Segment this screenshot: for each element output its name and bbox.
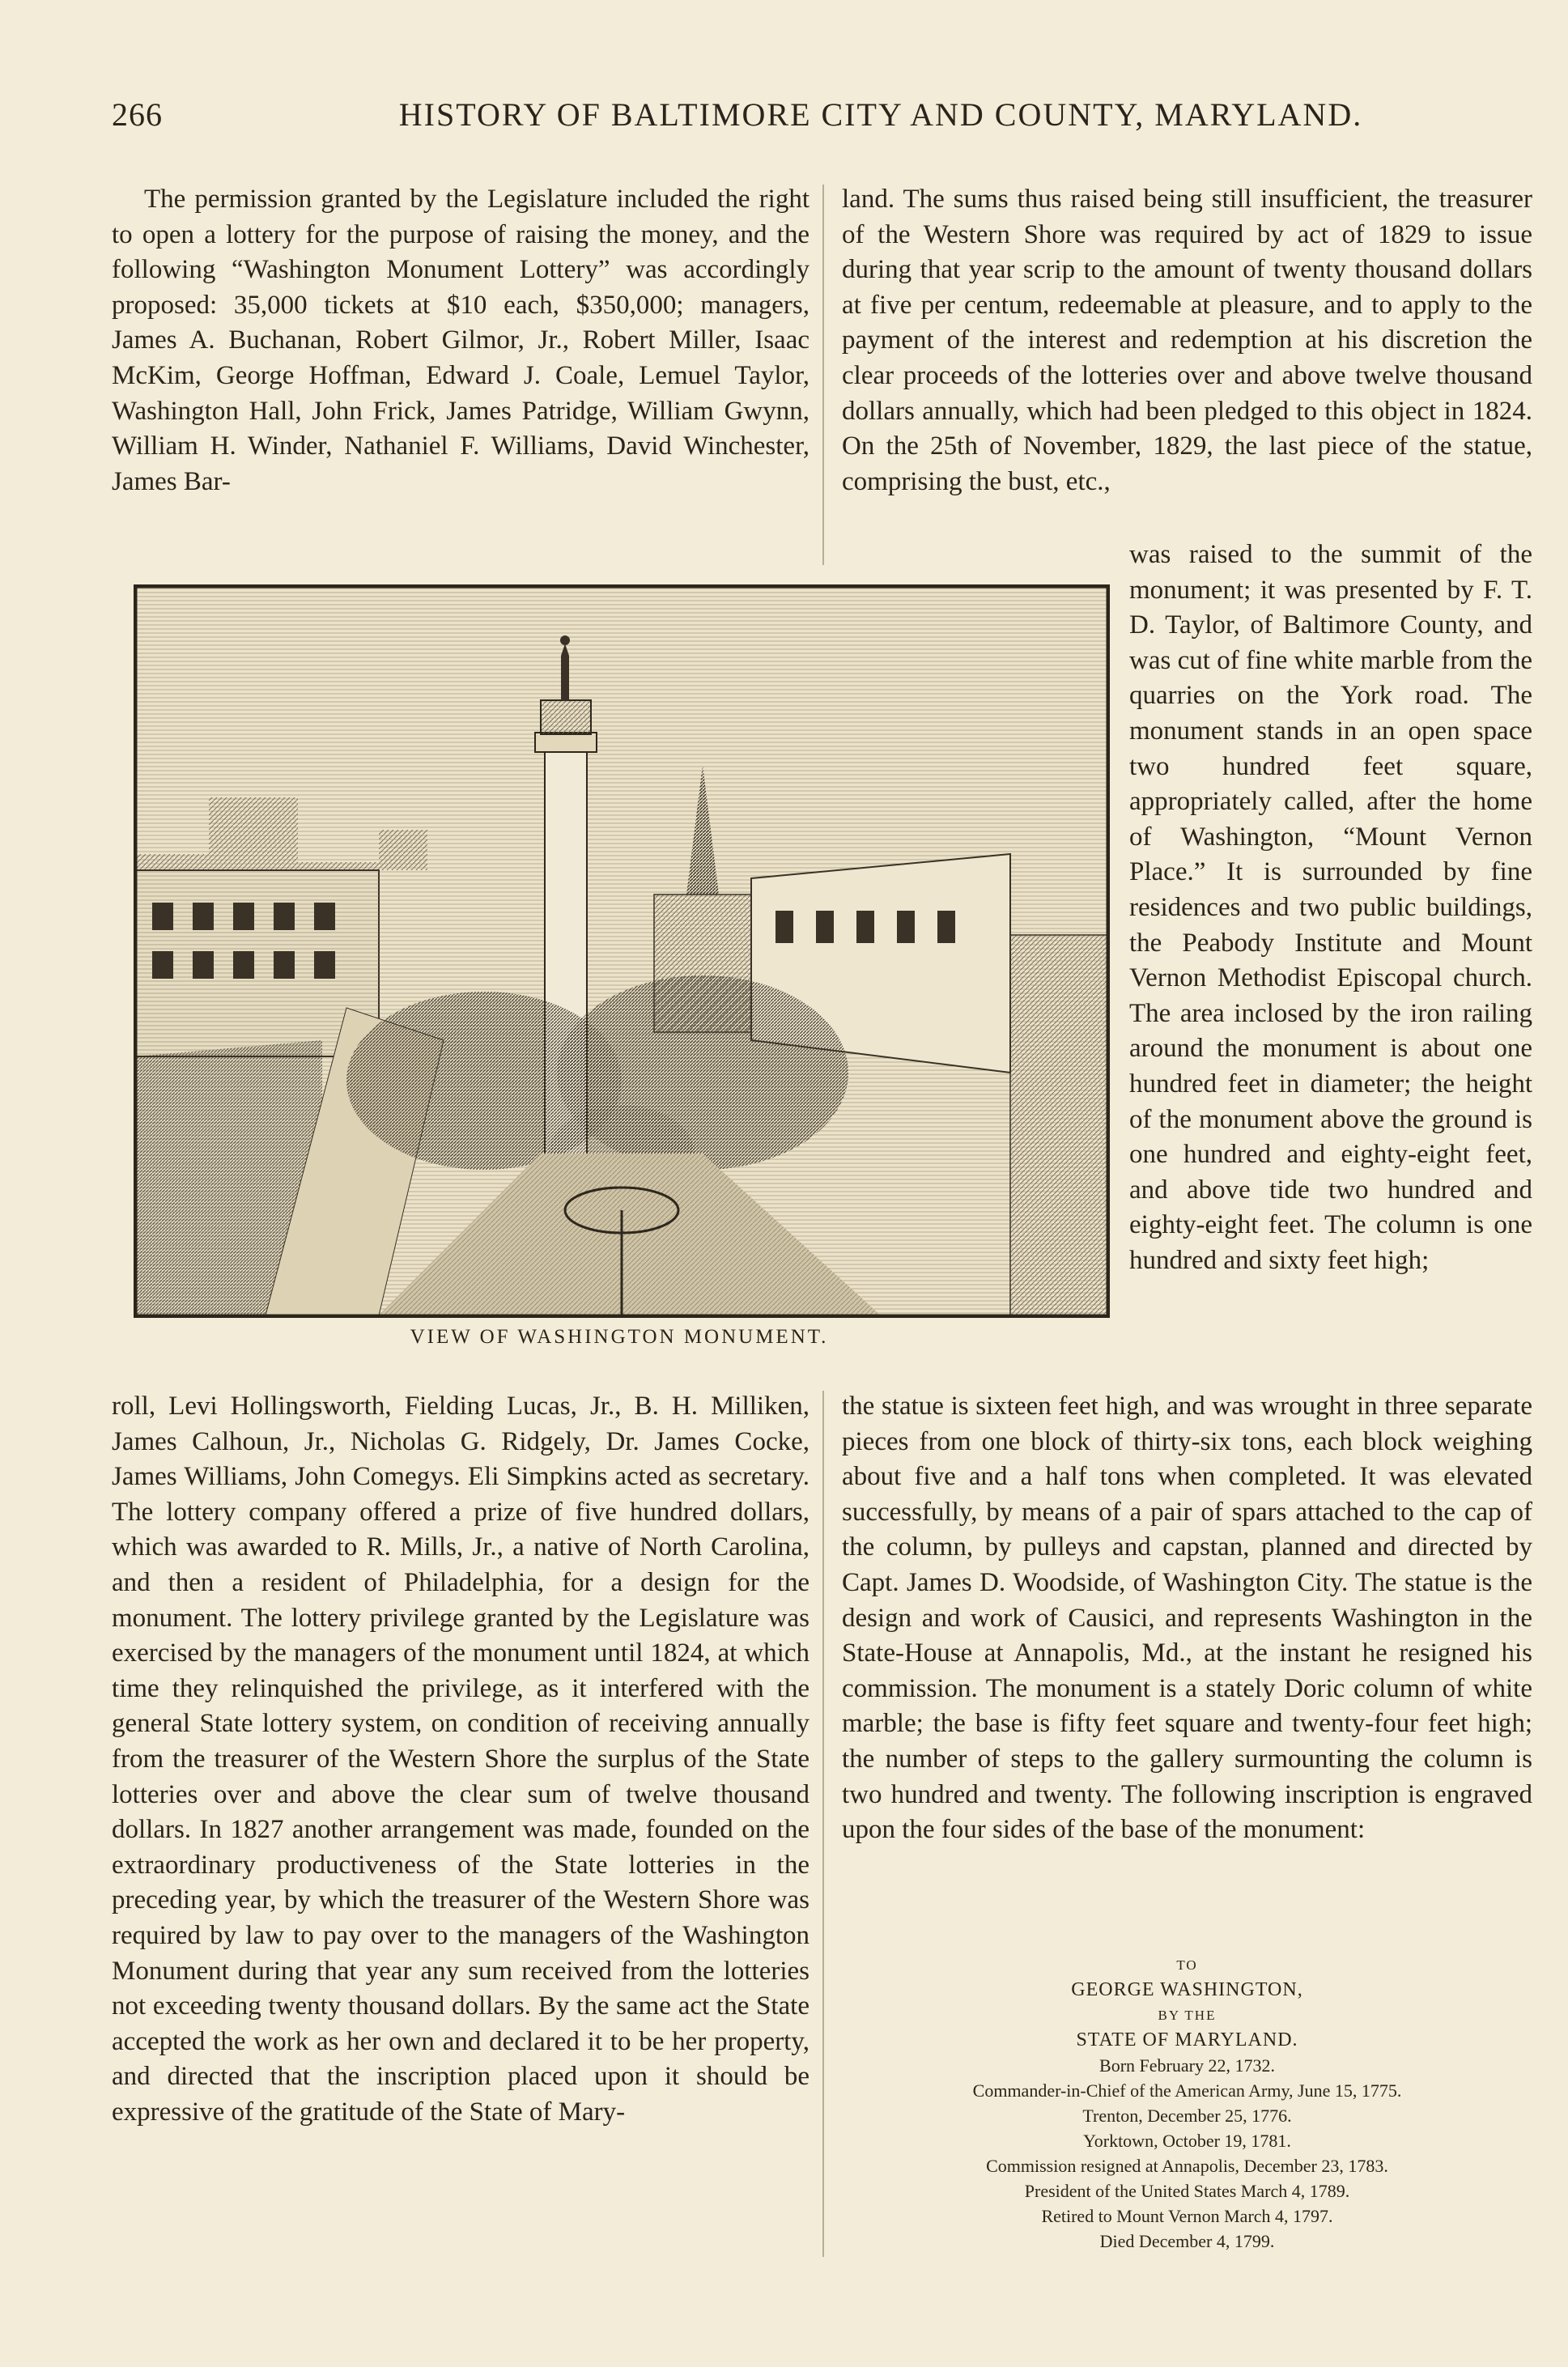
inscription-line: Retired to Mount Vernon March 4, 1797.: [1041, 2206, 1333, 2226]
inscription-line: Born February 22, 1732.: [1099, 2055, 1275, 2076]
inscription-line: Yorktown, October 19, 1781.: [1083, 2131, 1291, 2151]
paragraph: The permission granted by the Legislature included the right to open a lottery for the purpose of raising the money, and the following “Washington Monument Lottery” was accordingly proposed: 35,000 tickets at $10 each, $350,000; managers, James A. Buchanan, Robert Gilmor, Jr., Robert Miller, Isaac McKim, George Hoffman, Edward J. Coale, Lemuel Taylor, Washington Hall, John Frick, James Patridge, William Gwynn, William H. Winder, Nathaniel F. Williams, David Winchester, James Bar-: [112, 185, 809, 496]
inscription-line: BY THE: [1158, 2008, 1217, 2023]
monument-illustration: [134, 584, 1110, 1318]
page-header: [112, 96, 1489, 144]
page-number: 266: [112, 96, 163, 133]
right-column-top: [842, 182, 1532, 499]
inscription-line: President of the United States March 4, 1789.: [1024, 2181, 1350, 2201]
right-column-bottom: [842, 1389, 1532, 1848]
inscription-line: GEORGE WASHINGTON,: [1071, 1979, 1303, 2000]
running-title: HISTORY OF BALTIMORE CITY AND COUNTY, MARYLAND.: [398, 96, 1363, 133]
inscription-line: Died December 4, 1799.: [1099, 2231, 1275, 2251]
left-column-top: [112, 182, 809, 499]
paragraph: was raised to the summit of the monument; it was presented by F. T. D. Taylor, of Baltimore County, and was cut of fine white marble from the quarries on the York road. The monument stands in an open space two hundred feet square, appropriately called, after the home of Washington, “Mount Vernon Place.” It is surrounded by fine residences and two public buildings, the Peabody Institute and Mount Vernon Methodist Episcopal church. The area inclosed by the iron railing around the monument is about one hundred feet in diameter; the height of the monument above the ground is one hundred and eighty-eight feet, and above tide two hundred and eighty-eight feet. The column is one hundred and sixty feet high;: [1129, 540, 1532, 1275]
figure-caption: VIEW OF WASHINGTON MONUMENT.: [410, 1326, 829, 1348]
left-column-bottom: [112, 1389, 809, 2130]
column-divider: [822, 185, 824, 565]
inscription-line: STATE OF MARYLAND.: [1076, 2029, 1298, 2050]
paragraph: roll, Levi Hollingsworth, Fielding Lucas, Jr., B. H. Milliken, James Calhoun, Jr., Nicholas G. Ridgely, Dr. James Cocke, James Williams, John Comegys. Eli Simpkins acted as secretary. The lottery company offered a prize of five hundred dollars, which was awarded to R. Mills, Jr., a native of North Carolina, and then a resident of Philadelphia, for a design for the monument. The lottery privilege granted by the Legislature was exercised by the managers of the monument until 1824, at which time they relinquished the privilege, as it interfered with the general State lottery system, on condition of receiving annually from the treasurer of the Western Shore the surplus of the State lotteries over and above the clear sum of twelve thousand dollars. In 1827 another arrangement was made, founded on the extraordinary productiveness of the State lotteries in the preceding year, by which the treasurer of the Western Shore was required by law to pay over to the managers of the Washington Monument during that year any sum received from the lotteries not exceeding twenty thousand dollars. By the same act the State accepted the work as her own and declared it to be her property, and directed that the inscription placed upon it should be expressive of the gratitude of the State of Mary-: [112, 1392, 809, 2127]
column-divider: [822, 1391, 824, 2257]
inscription-line: Trenton, December 25, 1776.: [1082, 2106, 1292, 2126]
right-column-wrap: [1129, 538, 1532, 1278]
monument-inscription: [842, 1953, 1532, 2254]
inscription-line: Commander-in-Chief of the American Army, June 15, 1775.: [972, 2080, 1402, 2101]
paragraph: the statue is sixteen feet high, and was wrought in three separate pieces from one block of thirty-six tons, each block weighing about five and a half tons when completed. It was elevated successfully, by means of a pair of spars attached to the cap of the column, by pulleys and capstan, planned and directed by Capt. James D. Woodside, of Washington City. The statue is the design and work of Causici, and represents Washington in the State-House at Annapolis, Md., at the instant he resigned his commission. The monument is a stately Doric column of white marble; the base is fifty feet square and twenty-four feet high; the number of steps to the gallery surmounting the column is two hundred and twenty. The following inscription is engraved upon the four sides of the base of the monument:: [842, 1392, 1532, 1845]
inscription-line: TO: [1176, 1957, 1198, 1973]
engraving-image: [136, 587, 1107, 1315]
inscription-line: Commission resigned at Annapolis, December 23, 1783.: [986, 2156, 1388, 2176]
paragraph: land. The sums thus raised being still insufficient, the treasurer of the Western Shore was required by act of 1829 to issue during that year scrip to the amount of twenty thousand dollars at five per centum, redeemable at pleasure, and to apply to the payment of the interest and redemption at his discretion the clear proceeds of the lotteries over and above twelve thousand dollars annually, which had been pledged to this object in 1824. On the 25th of November, 1829, the last piece of the statue, comprising the bust, etc.,: [842, 185, 1532, 496]
